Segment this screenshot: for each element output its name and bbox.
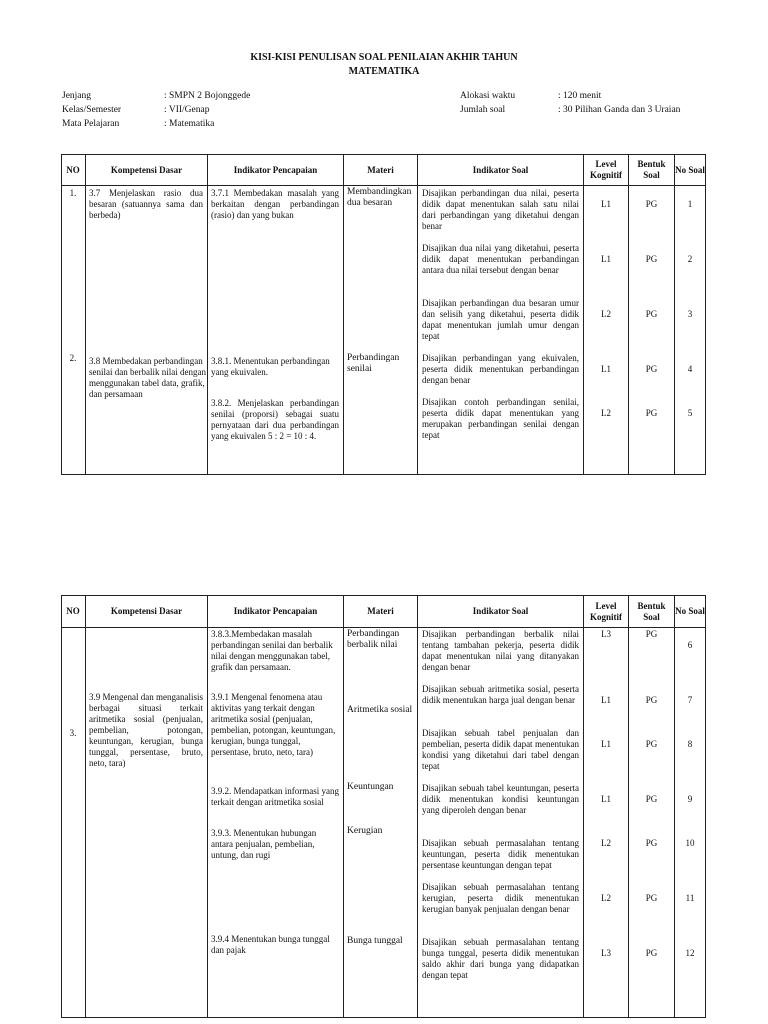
indikator-soal-cell: Disajikan perbandingan yang ekuivalen, peserta didik menentukan perbandingan dengan benar <box>422 353 579 385</box>
indikator-soal-cell: Disajikan sebuah permasalahan tentang kerugian, peserta didik menentukan kerugian banyak penjualan dengan benar <box>422 882 579 914</box>
header-materi: Materi <box>367 606 394 616</box>
meta-value: : SMPN 2 Bojonggede <box>164 91 251 101</box>
meta-value: : 120 menit <box>558 91 602 101</box>
meta-value: : Matematika <box>164 119 215 129</box>
no-soal-value: 5 <box>687 408 693 418</box>
level-kognitif-value: L1 <box>601 695 611 705</box>
table-border <box>61 1017 706 1018</box>
table-border <box>61 627 706 628</box>
level-kognitif-value: L2 <box>601 893 611 903</box>
header-indikator-soal: Indikator Soal <box>472 164 529 175</box>
bentuk-soal-value: PG <box>645 199 658 209</box>
table-border <box>207 595 208 1018</box>
table-border <box>343 154 344 475</box>
meta-value: : 30 Pilihan Ganda dan 3 Uraian <box>558 105 681 115</box>
table-border <box>61 185 706 186</box>
header-indikator-soal: Indikator Soal <box>472 606 529 616</box>
level-kognitif-value: L1 <box>601 364 611 374</box>
materi-cell: Membandingkan dua besaran <box>347 187 412 208</box>
indikator-soal-cell: Disajikan perbandingan berbalik nilai tentang tambahan pekerja, peserta didik dapat menentukan nilai yang ditanyakan dengan benar <box>422 629 579 672</box>
indikator-soal-cell: Disajikan sebuah permasalahan tentang keuntungan, peserta didik menentukan persentase keuntungan dengan tepat <box>422 838 579 870</box>
meta-values-right <box>558 89 680 117</box>
level-kognitif-value: L1 <box>601 794 611 804</box>
indikator-pencapaian-cell: 3.7.1 Membedakan masalah yang berkaitan dengan perbandingan (rasio) dan yang bukan <box>211 188 339 220</box>
meta-label: Jumlah soal <box>460 105 506 115</box>
indikator-pencapaian-cell: 3.8.2. Menjelaskan perbandingan senilai (proporsi) sebagai suatu pernyataan dari dua perbandingan yang ekuivalen 5 : 2 = 10 : 4. <box>211 398 339 441</box>
header-bentuk-soal: Bentuk Soal <box>637 159 666 180</box>
bentuk-soal-value: PG <box>645 629 658 639</box>
bentuk-soal-value: PG <box>645 408 658 418</box>
indikator-soal-cell: Disajikan sebuah aritmetika sosial, peserta didik menentukan harga jual dengan benar <box>422 684 579 705</box>
bentuk-soal-value: PG <box>645 893 658 903</box>
bentuk-soal-value: PG <box>645 364 658 374</box>
level-kognitif-value: L2 <box>601 838 611 848</box>
header-no-soal: No Soal <box>675 164 705 175</box>
table-border <box>61 595 62 1018</box>
no-soal-value: 12 <box>685 948 695 958</box>
no-soal-value: 9 <box>687 794 693 804</box>
no-soal-value: 4 <box>687 364 693 374</box>
indikator-soal-cell: Disajikan perbandingan dua nilai, peserta didik dapat menentukan salah satu nilai dari perbandingan yang diketahui dengan benar <box>422 188 579 231</box>
meta-value: : VII/Genap <box>164 105 210 115</box>
header-kompetensi-dasar: Kompetensi Dasar <box>110 606 183 616</box>
level-kognitif-value: L3 <box>601 629 611 639</box>
meta-label: Kelas/Semester <box>62 105 122 115</box>
bentuk-soal-value: PG <box>645 739 658 749</box>
level-kognitif-value: L2 <box>601 408 611 418</box>
materi-cell: Perbandingan berbalik nilai <box>347 629 400 650</box>
materi-cell: Perbandingan senilai <box>347 353 400 374</box>
no-soal-value: 10 <box>685 838 695 848</box>
indikator-pencapaian-cell: 3.8.1. Menentukan perbandingan yang ekuivalen. <box>211 356 330 377</box>
header-no-soal: No Soal <box>675 606 705 616</box>
level-kognitif-value: L1 <box>601 199 611 209</box>
bentuk-soal-value: PG <box>645 309 658 319</box>
meta-label: Jenjang <box>62 91 92 101</box>
indikator-soal-cell: Disajikan sebuah tabel penjualan dan pembelian, peserta didik dapat menentukan kondisi yang diketahui dari tabel dengan tepat <box>422 728 579 771</box>
materi-cell: Keuntungan <box>347 782 394 792</box>
no-soal-value: 6 <box>687 640 693 650</box>
meta-labels-right <box>460 89 515 117</box>
materi-cell: Aritmetika sosial <box>347 705 413 715</box>
header-no: NO <box>66 164 80 175</box>
header-kompetensi-dasar: Kompetensi Dasar <box>110 164 183 175</box>
indikator-soal-cell: Disajikan dua nilai yang diketahui, peserta didik dapat menentukan perbandingan antara dua nilai tersebut dengan benar <box>422 243 579 275</box>
header-level-kognitif: Level Kognitif <box>589 600 622 622</box>
table-border <box>61 474 706 475</box>
meta-label: Alokasi waktu <box>460 91 516 101</box>
no-soal-value: 1 <box>687 199 693 209</box>
table-border <box>417 154 418 475</box>
bentuk-soal-value: PG <box>645 838 658 848</box>
table-border <box>705 154 706 475</box>
indikator-soal-cell: Disajikan contoh perbandingan senilai, peserta didik dapat menentukan yang merupakan perbandingan senilai dengan tepat <box>422 397 579 440</box>
level-kognitif-value: L3 <box>601 948 611 958</box>
level-kognitif-value: L2 <box>601 309 611 319</box>
bentuk-soal-value: PG <box>645 695 658 705</box>
no-soal-value: 3 <box>687 309 693 319</box>
meta-values-left <box>164 89 250 131</box>
indikator-pencapaian-cell: 3.8.3.Membedakan masalah perbandingan senilai dan berbalik nilai dengan menggunakan tabel, grafik dan persamaan. <box>211 629 333 672</box>
table-border <box>61 154 62 475</box>
bentuk-soal-value: PG <box>645 794 658 804</box>
meta-label: Mata Pelajaran <box>62 119 120 129</box>
no-soal-value: 11 <box>685 893 695 903</box>
no-soal-value: 7 <box>687 695 693 705</box>
table-border <box>705 595 706 1018</box>
indikator-soal-cell: Disajikan sebuah tabel keuntungan, peserta didik menentukan kondisi keuntungan yang diperoleh dengan benar <box>422 783 579 815</box>
header-materi: Materi <box>367 164 394 175</box>
indikator-soal-cell: Disajikan sebuah permasalahan tentang bunga tunggal, peserta didik menentukan saldo akhir dari bunga yang didapatkan dengan tepat <box>422 937 579 980</box>
header-indikator-pencapaian: Indikator Pencapaian <box>233 164 318 175</box>
row-number: 1. <box>69 188 77 198</box>
document-subtitle: MATEMATIKA <box>348 66 420 77</box>
level-kognitif-value: L1 <box>601 739 611 749</box>
materi-cell: Bunga tunggal <box>347 936 403 946</box>
indikator-pencapaian-cell: 3.9.2. Mendapatkan informasi yang terkait dengan aritmetika sosial <box>211 786 339 807</box>
kompetensi-dasar-cell: 3.9 Mengenal dan menganalisis berbagai situasi terkait aritmetika sosial (penjualan, pembelian, potongan, keuntungan, kerugian, bunga tunggal, persentase, bruto, neto, tara) <box>89 692 203 768</box>
bentuk-soal-value: PG <box>645 254 658 264</box>
header-indikator-pencapaian: Indikator Pencapaian <box>233 606 318 616</box>
bentuk-soal-value: PG <box>645 948 658 958</box>
row-number: 2. <box>69 353 77 363</box>
materi-cell: Kerugian <box>347 826 383 836</box>
indikator-soal-cell: Disajikan perbandingan dua besaran umur dan selisih yang diketahui, peserta didik dapat menentukan jumlah umur dengan tepat <box>422 298 579 341</box>
row-number: 3. <box>69 728 77 738</box>
header-no: NO <box>66 606 80 616</box>
table-border <box>207 154 208 475</box>
kompetensi-dasar-cell: 3.7 Menjelaskan rasio dua besaran (satuannya sama dan berbeda) <box>89 188 203 220</box>
header-level-kognitif: Level Kognitif <box>589 159 622 180</box>
kompetensi-dasar-cell: 3.8 Membedakan perbandingan senilai dan berbalik nilai dengan menggunakan tabel data, grafik, dan persamaan <box>89 356 206 399</box>
meta-labels-left <box>62 89 121 131</box>
indikator-pencapaian-cell: 3.9.3. Menentukan hubungan antara penjualan, pembelian, untung, dan rugi <box>211 828 317 860</box>
document-title: KISI-KISI PENULISAN SOAL PENILAIAN AKHIR TAHUN <box>250 52 518 63</box>
no-soal-value: 8 <box>687 739 693 749</box>
table-border <box>343 595 344 1018</box>
no-soal-value: 2 <box>687 254 693 264</box>
table-border <box>85 595 86 1018</box>
header-bentuk-soal: Bentuk Soal <box>637 600 666 622</box>
indikator-pencapaian-cell: 3.9.1 Mengenal fenomena atau aktivitas yang terkait dengan aritmetika sosial (penjualan, pembelian, potongan, keuntungan, kerugian, bunga tunggal, persentase, bruto, neto, tara) <box>211 692 336 757</box>
level-kognitif-value: L1 <box>601 254 611 264</box>
table-border <box>85 154 86 475</box>
indikator-pencapaian-cell: 3.9.4 Menentukan bunga tunggal dan pajak <box>211 934 330 955</box>
table-border <box>417 595 418 1018</box>
